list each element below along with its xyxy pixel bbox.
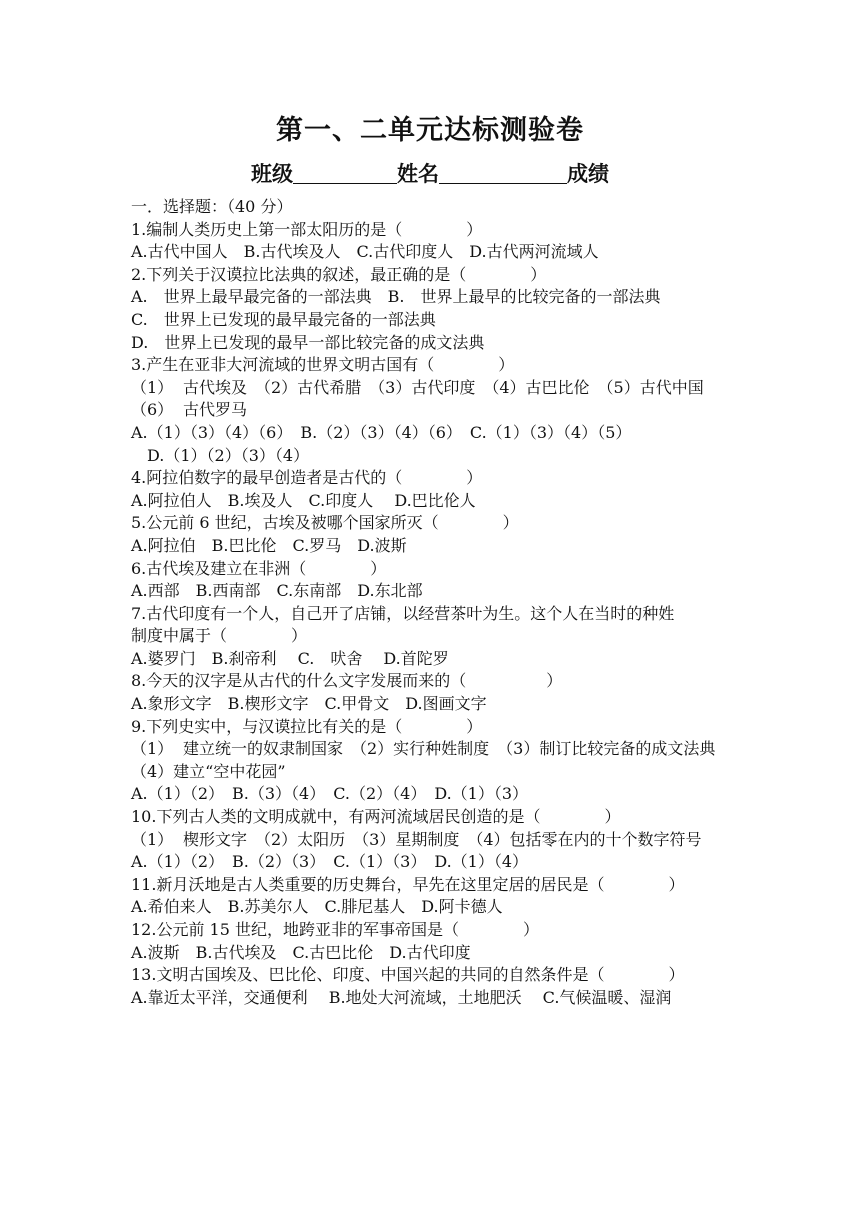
question-stem: 8.今天的汉字是从古代的什么文字发展而来的（ ） <box>131 671 563 691</box>
question-options: A.希伯来人 B.苏美尔人 C.腓尼基人 D.阿卡德人 <box>131 897 503 917</box>
item-number: （1） <box>131 377 174 397</box>
question-stem: 4.阿拉伯数字的最早创造者是古代的（ ） <box>131 468 483 488</box>
question-stem: 5.公元前 6 世纪，古埃及被哪个国家所灭（ ） <box>131 513 519 533</box>
question-options: A.象形文字 B.楔形文字 C.甲骨文 D.图画文字 <box>131 694 487 714</box>
question-option: D.（1）（2）（3）（4） <box>131 445 310 465</box>
question-options: A.西部 B.西南部 C.东南部 D.东北部 <box>131 581 423 601</box>
question-stem: 11.新月沃地是古人类重要的历史舞台，早先在这里定居的居民是（ ） <box>131 874 685 894</box>
class-blank[interactable] <box>293 161 397 184</box>
question-stem: 1.编制人类历史上第一部太阳历的是（ ） <box>131 219 483 239</box>
question-option: D. 世界上已发现的最早一部比较完备的成文法典 <box>131 332 485 352</box>
page-title: 第一、二单元达标测验卷 <box>276 115 584 146</box>
item-text: 建立统一的奴隶制国家 （2）实行种姓制度 （3）制订比较完备的成文法典 <box>183 739 716 759</box>
question-stem: 2.下列关于汉谟拉比法典的叙述，最正确的是（ ） <box>131 264 547 284</box>
question-stem: 12.公元前 15 世纪，地跨亚非的军事帝国是（ ） <box>131 920 539 939</box>
question-item <box>131 399 736 422</box>
question-options: A.古代中国人 B.古代埃及人 C.古代印度人 D.古代两河流域人 <box>131 242 599 262</box>
item-number: （1） <box>131 829 174 849</box>
score-label: 成绩 <box>567 161 609 186</box>
question-stem: 3.产生在亚非大河流域的世界文明古国有（ ） <box>131 355 515 375</box>
question-options: A.靠近太平洋，交通便利 B.地处大河流域，土地肥沃 C.气候温暖、湿润 <box>131 987 672 1007</box>
question-stem: 10.下列古人类的文明成就中，有两河流域居民创造的是（ ） <box>131 807 621 827</box>
item-text: 古代埃及 （2）古代希腊 （3）古代印度 （4）古巴比伦 （5）古代中国 <box>183 377 704 397</box>
question-item <box>131 738 736 761</box>
item-text: 楔形文字 （2）太阳历 （3）星期制度 （4）包括零在内的十个数字符号 <box>183 829 702 849</box>
name-label: 姓名 <box>397 161 439 186</box>
question-options: A.波斯 B.古代埃及 C.古巴比伦 D.古代印度 <box>131 942 471 962</box>
question-stem: 6.古代埃及建立在非洲（ ） <box>131 558 387 578</box>
item-number: （1） <box>131 739 174 759</box>
question-list <box>131 196 736 1009</box>
name-blank[interactable] <box>439 161 567 184</box>
question-item: （4）建立“空中花园” <box>131 761 286 781</box>
question-option: C. 世界上已发现的最早最完备的一部法典 <box>131 309 436 329</box>
question-stem: 制度中属于（ ） <box>131 626 308 646</box>
question-options: A.阿拉伯人 B.埃及人 C.印度人 D.巴比伦人 <box>131 490 476 510</box>
question-options: A.阿拉伯 B.巴比伦 C.罗马 D.波斯 <box>131 535 407 555</box>
question-stem: 7.古代印度有一个人，自己开了店铺，以经营茶叶为生。这个人在当时的种姓 <box>131 603 675 623</box>
question-options: A.（1）（2） B.（2）（3） C.（1）（3） D.（1）（4） <box>131 852 529 872</box>
question-options: A.（1）（2） B.（3）（4） C.（2）（4） D.（1）（3） <box>131 784 529 804</box>
question-item <box>131 377 736 400</box>
question-option: A. 世界上最早最完备的一部法典 B. 世界上最早的比较完备的一部法典 <box>131 287 661 307</box>
student-info-line <box>0 158 860 188</box>
item-number: （6） <box>131 400 174 420</box>
question-item <box>131 829 736 852</box>
question-option: A.（1）（3）（4）（6） B.（2）（3）（4）（6） C.（1）（3）（4）（5） <box>131 422 632 442</box>
question-stem: 13.文明古国埃及、巴比伦、印度、中国兴起的共同的自然条件是（ ） <box>131 965 685 985</box>
section-heading: 一．选择题：（40 分） <box>131 197 293 216</box>
question-stem: 9.下列史实中，与汉谟拉比有关的是（ ） <box>131 716 483 736</box>
question-options: A.婆罗门 B.刹帝利 C. 吠舍 D.首陀罗 <box>131 648 449 668</box>
class-label: 班级 <box>251 161 293 186</box>
item-text: 古代罗马 <box>183 400 248 420</box>
